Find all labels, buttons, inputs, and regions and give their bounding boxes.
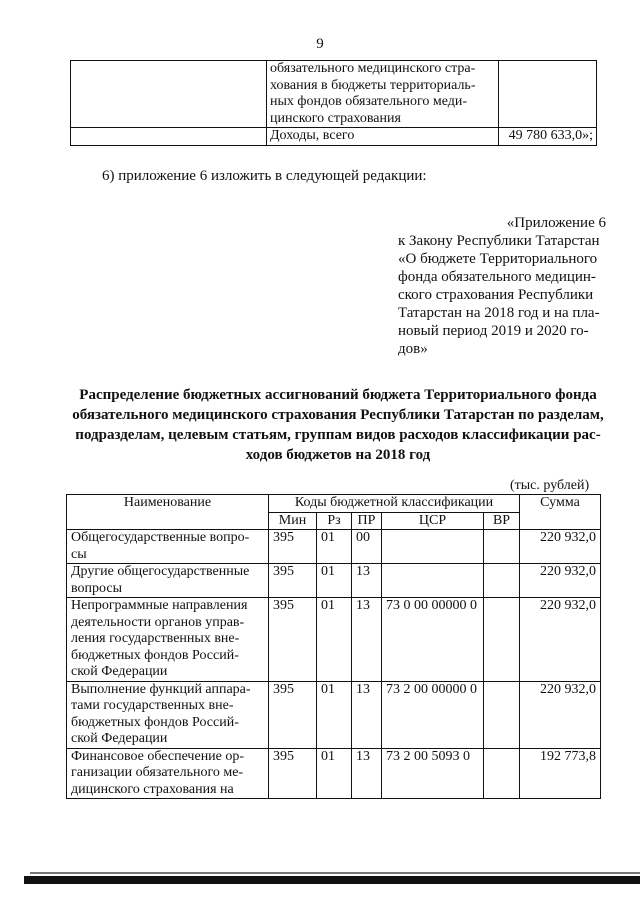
row-sum: 220 932,0 <box>520 564 601 598</box>
row-csr: 73 0 00 00000 0 <box>382 598 484 682</box>
row-rz: 01 <box>317 530 352 564</box>
table-row <box>67 598 601 682</box>
table-row <box>67 530 601 564</box>
row-pr: 13 <box>352 598 382 682</box>
row-rz: 01 <box>317 598 352 682</box>
row-pr: 13 <box>352 748 382 799</box>
text-line: Татарстан на 2018 год и на пла- <box>398 305 600 321</box>
text-line: Другие общегосударственные <box>71 564 250 579</box>
text-line: ской Федерации <box>71 731 168 746</box>
row-min: 395 <box>269 564 317 598</box>
row-sum: 220 932,0 <box>520 681 601 748</box>
header-rz: Рз <box>317 512 352 530</box>
text-line: ных фондов обязательного меди- <box>270 94 468 109</box>
revenue-total-label: Доходы, всего <box>267 128 499 146</box>
row-csr <box>382 530 484 564</box>
row-sum: 220 932,0 <box>520 598 601 682</box>
row-rz: 01 <box>317 681 352 748</box>
text-line: «О бюджете Территориального <box>398 251 598 267</box>
row-vr <box>484 530 520 564</box>
text-line: Распределение бюджетных ассигнований бюджета Территориального фонда <box>79 387 597 403</box>
row-min: 395 <box>269 530 317 564</box>
row-min: 395 <box>269 748 317 799</box>
units-label: (тыс. рублей) <box>510 478 590 493</box>
row-min: 395 <box>269 681 317 748</box>
text-line: Выполнение функций аппара- <box>71 681 251 697</box>
sum-cell <box>499 61 597 128</box>
text-line: хования в бюджеты территориаль- <box>270 77 476 93</box>
text-line: бюджетных фондов Россий- <box>71 714 239 730</box>
table-row <box>71 61 597 128</box>
row-sum: 192 773,8 <box>520 748 601 799</box>
text-line: сы <box>71 546 87 562</box>
row-rz: 01 <box>317 564 352 598</box>
text-line: к Закону Республики Татарстан <box>398 233 600 249</box>
text-line: дицинского страхования на <box>71 781 234 797</box>
table-row <box>71 128 597 146</box>
table-row <box>67 681 601 748</box>
text-line: бюджетных фондов Россий- <box>71 647 239 663</box>
scan-edge-bar <box>24 876 640 884</box>
text-line: обязательного медицинского стра- <box>270 61 476 76</box>
section-heading <box>64 385 612 465</box>
row-csr: 73 2 00 5093 0 <box>382 748 484 799</box>
row-name <box>67 564 269 598</box>
header-csr: ЦСР <box>382 512 484 530</box>
row-name <box>67 748 269 799</box>
row-pr: 13 <box>352 681 382 748</box>
text-line: цинского страхования <box>270 110 401 126</box>
empty-cell <box>71 61 267 128</box>
text-line: Финансовое обеспечение ор- <box>71 748 245 764</box>
header-codes: Коды бюджетной классификации <box>269 495 520 513</box>
row-name <box>67 681 269 748</box>
row-pr: 00 <box>352 530 382 564</box>
text-line: вопросы <box>71 580 122 596</box>
budget-table <box>66 494 601 799</box>
row-pr: 13 <box>352 564 382 598</box>
text-line: ской Федерации <box>71 664 168 679</box>
header-pr: ПР <box>352 512 382 530</box>
text-line: ходов бюджетов на 2018 год <box>245 447 431 463</box>
row-rz: 01 <box>317 748 352 799</box>
text-line: ского страхования Республики <box>398 287 594 303</box>
header-row <box>67 495 601 513</box>
header-vr: ВР <box>484 512 520 530</box>
text-line: новый период 2019 и 2020 го- <box>398 323 589 339</box>
text-line: ганизации обязательного ме- <box>71 765 244 780</box>
table-row <box>67 564 601 598</box>
row-csr: 73 2 00 00000 0 <box>382 681 484 748</box>
revenue-total-sum: 49 780 633,0»; <box>499 128 597 146</box>
top-table <box>70 60 597 146</box>
header-sum: Сумма <box>520 495 601 530</box>
text-line: дов» <box>398 341 428 357</box>
row-csr <box>382 564 484 598</box>
scan-edge-shadow <box>30 872 640 874</box>
text-line: подразделам, целевым статьям, группам видов расходов классификации рас- <box>75 427 601 443</box>
empty-cell <box>71 128 267 146</box>
row-vr <box>484 598 520 682</box>
text-line: Общегосударственные вопро- <box>71 530 250 545</box>
row-name <box>67 530 269 564</box>
row-min: 395 <box>269 598 317 682</box>
revenue-name-cell <box>267 61 499 128</box>
row-sum: 220 932,0 <box>520 530 601 564</box>
text-line: фонда обязательного медицин- <box>398 269 596 285</box>
text-line: «Приложение 6 <box>506 215 606 231</box>
row-vr <box>484 681 520 748</box>
row-name <box>67 598 269 682</box>
row-vr <box>484 564 520 598</box>
appendix-reference <box>398 214 606 358</box>
text-line: деятельности органов управ- <box>71 614 245 630</box>
row-vr <box>484 748 520 799</box>
text-line: обязательного медицинского страхования Республики Татарстан по разделам, <box>72 407 604 423</box>
text-line: тами государственных вне- <box>71 698 234 713</box>
header-name: Наименование <box>67 495 269 530</box>
page-number: 9 <box>316 36 324 52</box>
text-line: Непрограммные направления <box>71 598 248 613</box>
text-line: ления государственных вне- <box>71 631 240 646</box>
instruction-text: 6) приложение 6 изложить в следующей редакции: <box>102 168 427 184</box>
table-row <box>67 748 601 799</box>
header-min: Мин <box>269 512 317 530</box>
